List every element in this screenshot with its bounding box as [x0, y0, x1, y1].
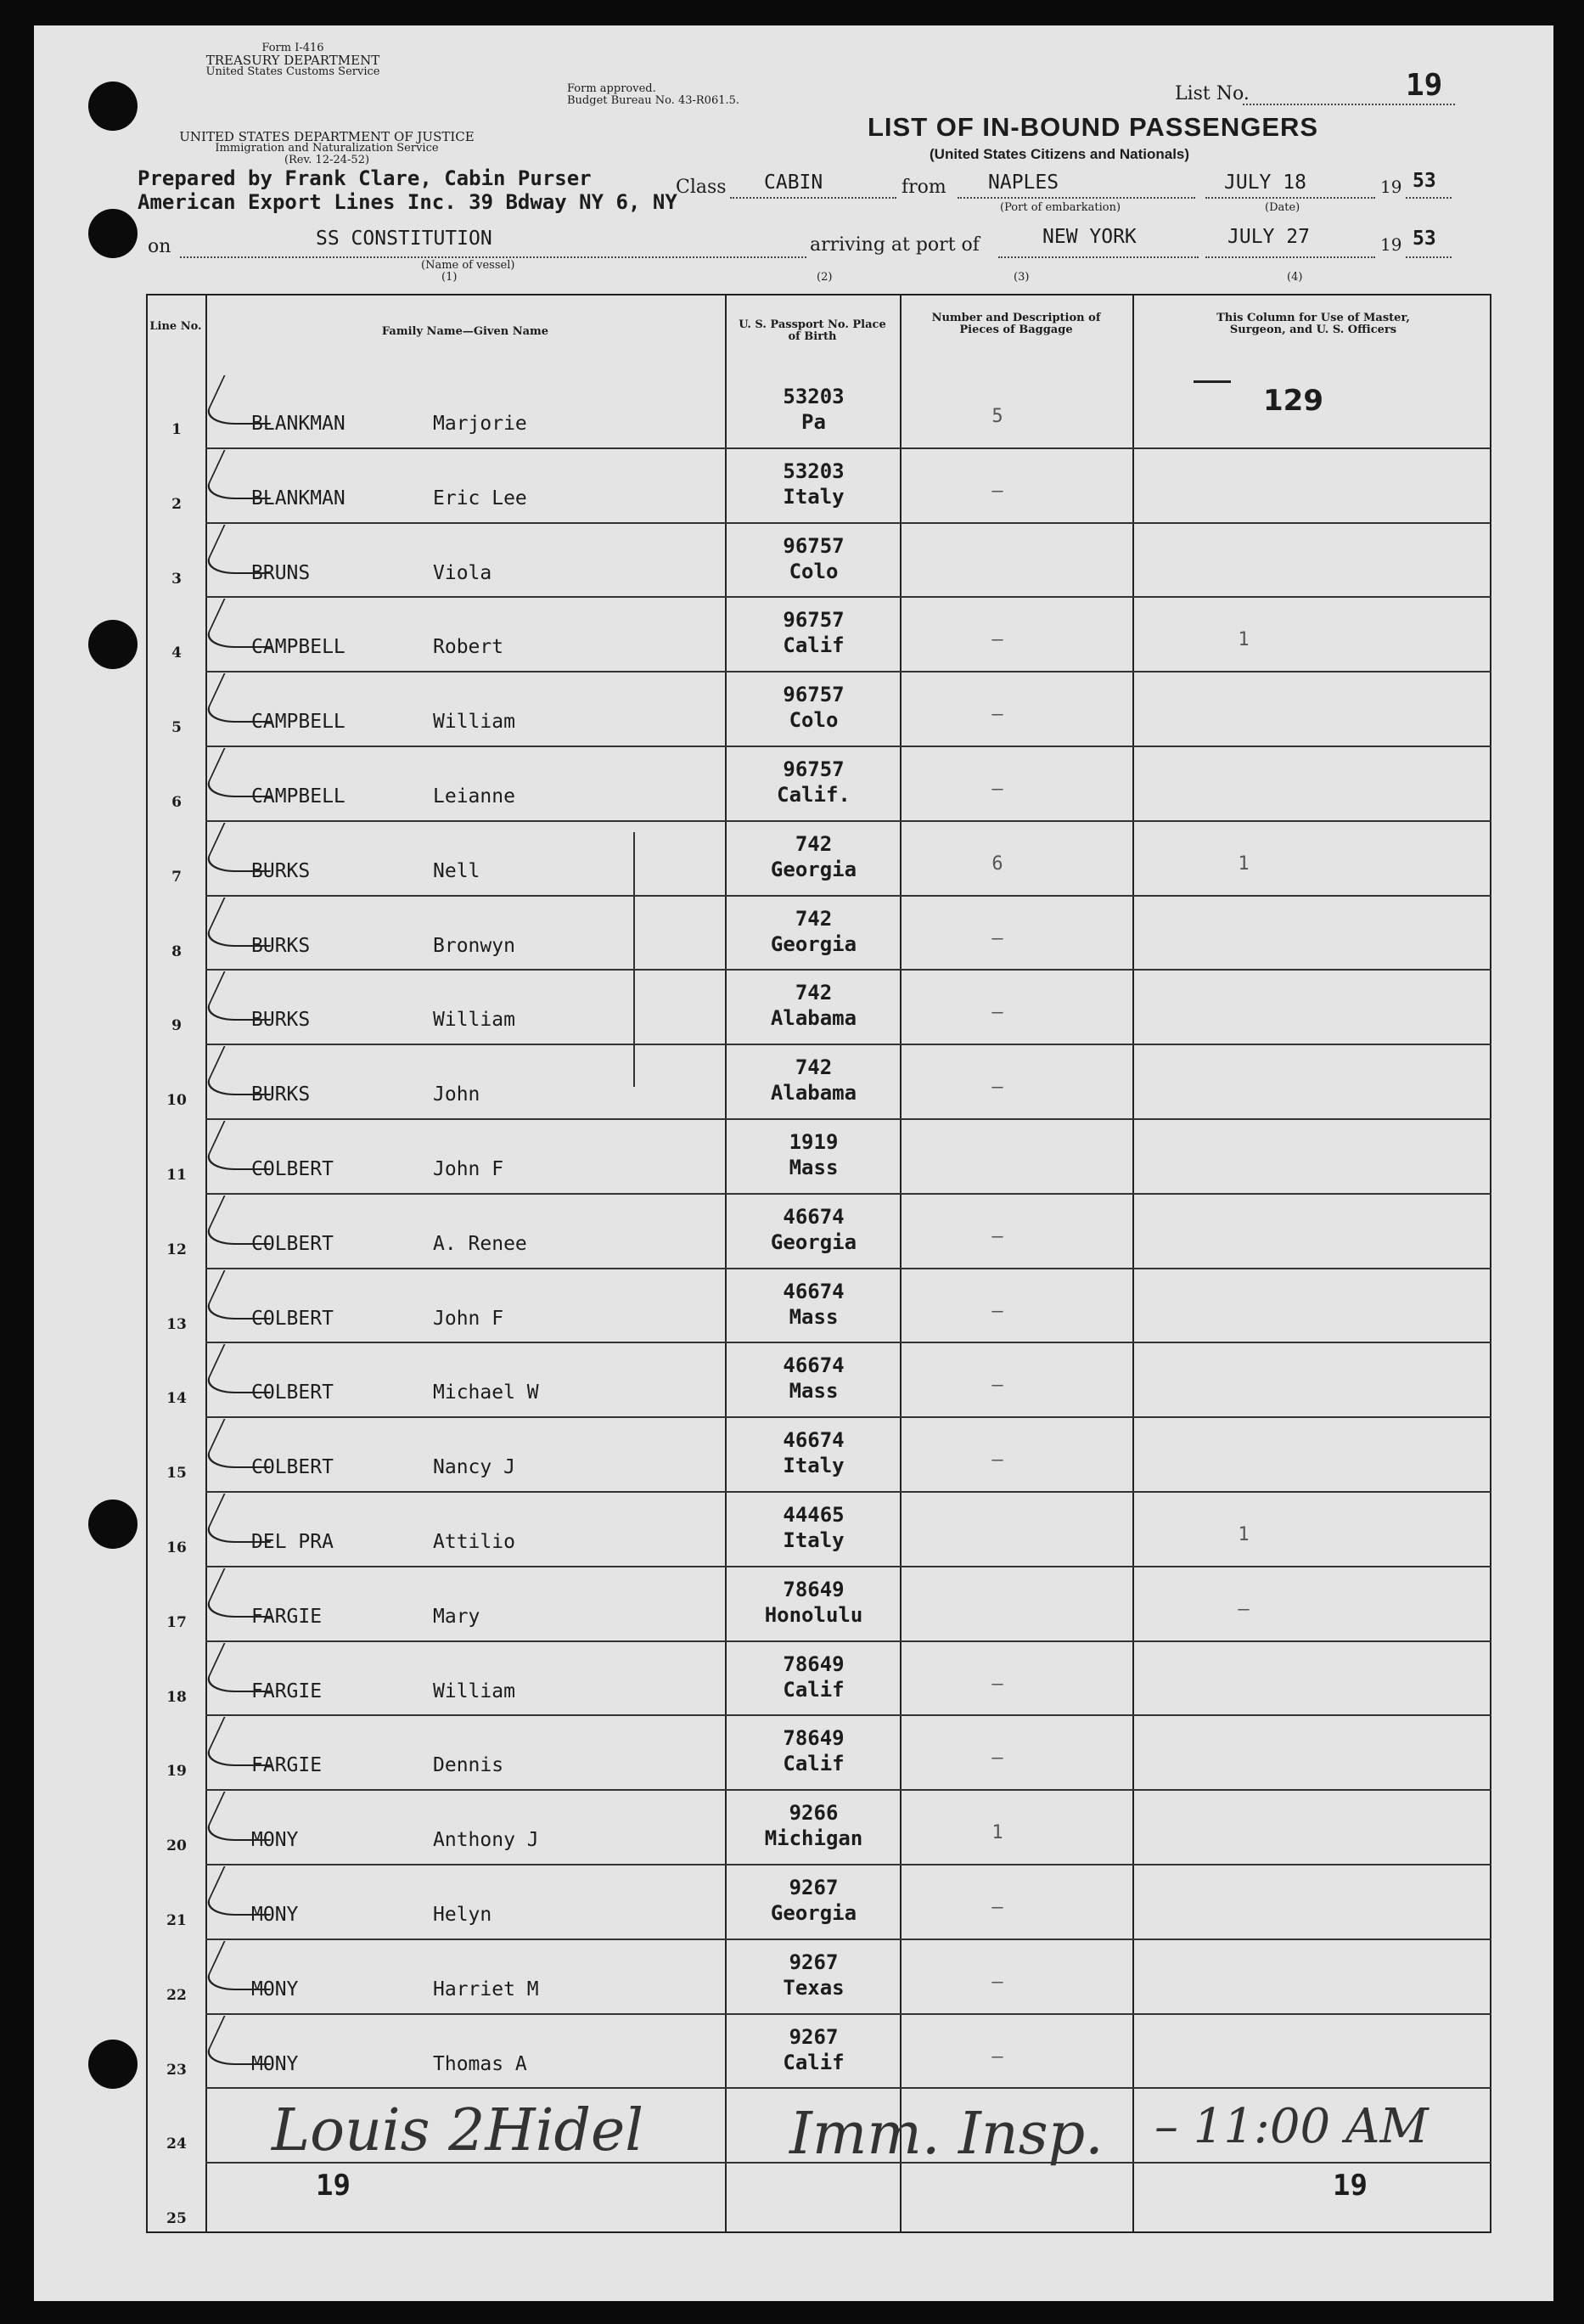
- col-header-line-no: Line No.: [149, 320, 202, 333]
- passport-number: 9266: [789, 1801, 839, 1826]
- given-name: Bronwyn: [433, 934, 515, 957]
- baggage-count: –: [991, 1449, 1003, 1471]
- place-of-birth: Honolulu: [764, 1602, 863, 1627]
- given-name: William: [433, 1009, 515, 1032]
- page-title: LIST OF IN-BOUND PASSENGERS: [868, 112, 1319, 142]
- from-label: from: [902, 177, 946, 198]
- line-number: 3: [171, 570, 182, 588]
- place-of-birth: Georgia: [770, 857, 857, 881]
- given-name: Michael W: [433, 1381, 539, 1404]
- sail-date: JULY 18: [1224, 172, 1306, 194]
- passport-cell: [727, 1427, 901, 1478]
- place-of-birth: Colo: [789, 708, 839, 733]
- port-embarkation: NAPLES: [988, 172, 1059, 194]
- arrival-year-underline: [1406, 256, 1452, 258]
- vessel-underline: [180, 256, 806, 258]
- row-divider: [205, 1714, 1491, 1716]
- page-subtitle: (United States Citizens and Nationals): [930, 146, 1190, 162]
- line-number: 16: [166, 1539, 187, 1556]
- row-divider: [205, 746, 1491, 747]
- passport-cell: [727, 1950, 901, 2000]
- line-number: 4: [171, 644, 182, 662]
- passport-number: 742: [795, 1055, 833, 1080]
- budget-block: [567, 83, 739, 107]
- given-name: William: [433, 1680, 515, 1702]
- list-no-value: 19: [1406, 68, 1443, 103]
- row-divider: [205, 1342, 1491, 1343]
- baggage-count: –: [991, 779, 1003, 800]
- place-of-birth: Italy: [783, 484, 845, 509]
- place-of-birth: Georgia: [770, 1901, 857, 1925]
- place-of-birth: Calif: [783, 1677, 845, 1702]
- table-left-border: [146, 294, 148, 2233]
- class-value: CABIN: [764, 172, 823, 194]
- passport-number: 742: [795, 906, 833, 931]
- row-divider: [205, 820, 1491, 822]
- place-of-birth: Mass: [789, 1304, 839, 1329]
- place-of-birth: Michigan: [764, 1826, 863, 1851]
- sail-year-underline: [1406, 197, 1452, 199]
- given-name: Eric Lee: [433, 487, 527, 509]
- col-divider-passport: [900, 294, 902, 2233]
- class-underline: [730, 197, 896, 199]
- passport-cell: [727, 1652, 901, 1702]
- given-name: Marjorie: [433, 413, 527, 435]
- line-number: 2: [171, 495, 182, 513]
- passport-number: 46674: [783, 1428, 845, 1453]
- col-divider-name: [725, 294, 727, 2233]
- row-divider: [205, 969, 1491, 971]
- place-of-birth: Georgia: [770, 931, 857, 956]
- row-divider: [205, 895, 1491, 897]
- given-name: Thomas A: [433, 2052, 527, 2075]
- row-divider: [205, 1939, 1491, 1940]
- row-divider: [205, 1491, 1491, 1493]
- given-name: Leianne: [433, 785, 515, 807]
- arrival-date: JULY 27: [1227, 226, 1310, 248]
- place-of-birth: Georgia: [770, 1230, 857, 1254]
- given-name: A. Renee: [433, 1232, 527, 1255]
- passport-number: 742: [795, 831, 833, 856]
- row-divider: [205, 1640, 1491, 1642]
- passport-number: 96757: [783, 608, 845, 633]
- passport-number: 78649: [783, 1577, 845, 1601]
- baggage-count: –: [991, 1747, 1003, 1770]
- passport-number: 46674: [783, 1279, 845, 1303]
- row-divider: [205, 1044, 1491, 1045]
- family-bracket-line: [633, 832, 635, 1087]
- baggage-count: –: [991, 629, 1003, 651]
- passport-number: 53203: [783, 459, 845, 483]
- passport-cell: [727, 1129, 901, 1180]
- officer-mark: 129: [1263, 384, 1323, 418]
- family-name: BURKS: [251, 859, 311, 882]
- officer-note: 1: [1238, 1524, 1250, 1545]
- line-number: 7: [171, 868, 182, 886]
- family-name: BLANKMAN: [251, 487, 345, 509]
- line-number: 24: [166, 2135, 187, 2153]
- line-number: 20: [166, 1837, 187, 1855]
- family-name: BURKS: [251, 1083, 311, 1106]
- line-number: 14: [166, 1390, 187, 1408]
- place-of-birth: Italy: [783, 1454, 845, 1478]
- passport-cell: [727, 1055, 901, 1106]
- passport-cell: [727, 2024, 901, 2075]
- line-number: 19: [166, 1763, 187, 1781]
- port-arrival-underline: [998, 256, 1199, 258]
- family-name: BURKS: [251, 1009, 311, 1032]
- budget-bureau: Budget Bureau No. 43-R061.5.: [567, 94, 740, 107]
- place-of-birth: Texas: [783, 1975, 845, 2000]
- family-name: CAMPBELL: [251, 636, 345, 659]
- col-header-passport: U. S. Passport No. Place of Birth: [739, 318, 886, 343]
- passport-number: 96757: [783, 683, 845, 707]
- given-name: John F: [433, 1158, 504, 1180]
- inspector-title: Imm. Insp.: [789, 2101, 1104, 2168]
- family-name: MONY: [251, 1904, 299, 1926]
- passport-cell: [727, 1725, 901, 1776]
- passport-cell: [727, 1875, 901, 1926]
- passport-cell: [727, 980, 901, 1031]
- form-agency-block: [136, 42, 450, 78]
- line-number: 17: [166, 1613, 187, 1631]
- sail-date-underline: [1205, 197, 1375, 199]
- baggage-count: –: [991, 1375, 1003, 1397]
- passport-cell: [727, 384, 901, 435]
- row-divider: [205, 447, 1491, 449]
- passport-cell: [727, 906, 901, 957]
- family-name: FARGIE: [251, 1754, 323, 1777]
- passport-number: 46674: [783, 1353, 845, 1378]
- place-of-birth: Calif.: [777, 783, 851, 807]
- row-divider: [205, 1118, 1491, 1120]
- row-divider: [205, 522, 1491, 524]
- class-label: Class: [676, 177, 727, 198]
- punch-hole: [88, 2040, 138, 2089]
- line-number: 5: [171, 719, 182, 737]
- given-name: Viola: [433, 561, 492, 584]
- inspection-time: – 11:00 AM: [1154, 2099, 1429, 2154]
- officer-note: –: [1238, 1598, 1250, 1620]
- place-of-birth: Calif: [783, 1752, 845, 1776]
- passport-number: 44465: [783, 1503, 845, 1527]
- form-approved: Form approved.: [567, 82, 656, 95]
- row-divider: [205, 596, 1491, 598]
- baggage-count: 1: [991, 1822, 1003, 1844]
- line-number: 9: [171, 1017, 182, 1035]
- row-divider: [205, 2013, 1491, 2015]
- treasury-label: TREASURY DEPARTMENT: [205, 53, 380, 68]
- given-name: John F: [433, 1307, 504, 1330]
- given-name: John: [433, 1083, 480, 1106]
- baggage-count: –: [991, 1673, 1003, 1695]
- prepared-company: American Export Lines Inc. 39 Bdway NY 6, NY: [138, 190, 677, 214]
- officer-note: 1: [1238, 629, 1250, 651]
- vessel-caption: (Name of vessel): [421, 259, 515, 272]
- given-name: Helyn: [433, 1904, 492, 1926]
- vessel-name: SS CONSTITUTION: [316, 228, 492, 250]
- place-of-birth: Mass: [789, 1379, 839, 1404]
- given-name: Nancy J: [433, 1456, 515, 1479]
- line-number: 21: [166, 1912, 187, 1929]
- date-caption: (Date): [1265, 201, 1300, 214]
- family-name: COLBERT: [251, 1381, 334, 1404]
- ins-label: Immigration and Naturalization Service: [215, 142, 439, 155]
- passport-cell: [727, 831, 901, 882]
- family-name: MONY: [251, 2052, 299, 2075]
- officer-stroke: [1194, 380, 1231, 383]
- sail-year-prefix: 19: [1380, 177, 1402, 197]
- baggage-count: –: [991, 1897, 1003, 1918]
- family-name: COLBERT: [251, 1456, 334, 1479]
- family-name: BLANKMAN: [251, 413, 345, 435]
- col-header-baggage: Number and Description of Pieces of Baggage: [931, 312, 1101, 336]
- baggage-count: 6: [991, 853, 1003, 875]
- place-of-birth: Alabama: [770, 1006, 857, 1031]
- given-name: Nell: [433, 859, 480, 882]
- passport-cell: [727, 1502, 901, 1553]
- passport-number: 9267: [789, 2024, 839, 2049]
- baggage-count: –: [991, 1002, 1003, 1024]
- col-divider-baggage: [1132, 294, 1134, 2233]
- baggage-count: –: [991, 480, 1003, 502]
- family-name: MONY: [251, 1829, 299, 1852]
- arriving-label: arriving at port of: [810, 234, 980, 256]
- given-name: Attilio: [433, 1531, 515, 1553]
- sail-year: 53: [1413, 170, 1436, 192]
- family-name: DEL PRA: [251, 1531, 334, 1553]
- punch-hole: [88, 209, 138, 258]
- baggage-count: –: [991, 1225, 1003, 1247]
- on-label: on: [148, 236, 171, 257]
- place-of-birth: Calif: [783, 633, 845, 658]
- passport-number: 96757: [783, 757, 845, 781]
- table-right-border: [1490, 294, 1491, 2233]
- family-name: MONY: [251, 1978, 299, 2000]
- given-name: William: [433, 711, 515, 734]
- customs-label: United States Customs Service: [205, 65, 380, 78]
- caption-2: (2): [817, 271, 833, 284]
- row-divider: [205, 1416, 1491, 1418]
- passport-cell: [727, 1204, 901, 1255]
- family-name: BURKS: [251, 934, 311, 957]
- line-number: 23: [166, 2061, 187, 2079]
- line-number: 15: [166, 1465, 187, 1483]
- table-top-border: [146, 294, 1491, 295]
- place-of-birth: Mass: [789, 1156, 839, 1179]
- place-of-birth: Alabama: [770, 1081, 857, 1106]
- arrival-year-prefix: 19: [1380, 234, 1402, 255]
- line-number: 18: [166, 1688, 187, 1706]
- port-arrival: NEW YORK: [1042, 226, 1137, 248]
- officer-note: 1: [1238, 853, 1250, 875]
- baggage-count: –: [991, 927, 1003, 949]
- inspector-signature: Louis 2Hidel: [272, 2097, 643, 2164]
- family-name: CAMPBELL: [251, 711, 345, 734]
- line-number: 6: [171, 794, 182, 811]
- caption-1: (1): [441, 271, 458, 284]
- line-number: 25: [166, 2210, 187, 2228]
- caption-3: (3): [1014, 271, 1030, 284]
- family-name: CAMPBELL: [251, 785, 345, 807]
- passport-cell: [727, 607, 901, 658]
- place-of-birth: Calif: [783, 2050, 845, 2074]
- arrival-date-underline: [1205, 256, 1375, 258]
- passport-number: 742: [795, 981, 833, 1005]
- form-number: Form I-416: [261, 42, 324, 54]
- passport-cell: [727, 459, 901, 509]
- justice-label: UNITED STATES DEPARTMENT OF JUSTICE: [179, 129, 475, 144]
- family-name: COLBERT: [251, 1307, 334, 1330]
- given-name: Harriet M: [433, 1978, 539, 2000]
- line-number: 12: [166, 1241, 187, 1258]
- line-number: 22: [166, 1986, 187, 2004]
- given-name: Anthony J: [433, 1829, 539, 1852]
- caption-4: (4): [1287, 271, 1303, 284]
- line-number: 10: [166, 1092, 187, 1110]
- footer-list-no-left: 19: [316, 2169, 351, 2203]
- punch-hole: [88, 1500, 138, 1549]
- port-embarkation-caption: (Port of embarkation): [1000, 201, 1121, 214]
- baggage-count: –: [991, 1971, 1003, 1993]
- passport-number: 1919: [789, 1130, 839, 1154]
- passport-number: 78649: [783, 1726, 845, 1751]
- passport-cell: [727, 1279, 901, 1330]
- row-divider: [205, 671, 1491, 672]
- passport-number: 9267: [789, 1950, 839, 1974]
- line-number: 1: [171, 421, 182, 438]
- family-name: COLBERT: [251, 1232, 334, 1255]
- row-divider: [205, 1864, 1491, 1865]
- col-header-name: Family Name—Given Name: [381, 325, 549, 338]
- baggage-count: 5: [991, 406, 1003, 427]
- row-divider: [205, 1789, 1491, 1791]
- passport-cell: [727, 1577, 901, 1628]
- baggage-count: –: [991, 1077, 1003, 1099]
- row-divider: [205, 1193, 1491, 1195]
- line-number: 11: [166, 1167, 187, 1184]
- passport-cell: [727, 1800, 901, 1851]
- rev-label: (Rev. 12-24-52): [284, 154, 370, 166]
- passport-cell: [727, 757, 901, 807]
- list-no-label: List No.: [1175, 83, 1250, 104]
- baggage-count: –: [991, 2045, 1003, 2068]
- family-name: COLBERT: [251, 1158, 334, 1180]
- passport-number: 46674: [783, 1204, 845, 1229]
- port-embarkation-underline: [958, 197, 1195, 199]
- passport-number: 9267: [789, 1876, 839, 1899]
- col-header-officers: This Column for Use of Master, Surgeon, and U. S. Officers: [1216, 312, 1410, 336]
- passport-number: 96757: [783, 533, 845, 558]
- table-bottom-border: [146, 2231, 1491, 2233]
- punch-hole: [88, 620, 138, 669]
- passport-cell: [727, 682, 901, 733]
- family-name: BRUNS: [251, 561, 311, 584]
- passport-cell: [727, 1353, 901, 1404]
- passport-cell: [727, 533, 901, 584]
- place-of-birth: Italy: [783, 1528, 845, 1552]
- prepared-by: Prepared by Frank Clare, Cabin Purser: [138, 166, 592, 190]
- line-number: 13: [166, 1315, 187, 1333]
- place-of-birth: Pa: [801, 410, 826, 434]
- given-name: Robert: [433, 636, 504, 659]
- family-name: FARGIE: [251, 1605, 323, 1628]
- row-divider: [205, 1566, 1491, 1567]
- baggage-count: –: [991, 1300, 1003, 1322]
- given-name: Dennis: [433, 1754, 504, 1777]
- baggage-count: –: [991, 704, 1003, 726]
- arrival-year: 53: [1413, 228, 1436, 250]
- punch-hole: [88, 82, 138, 131]
- line-number: 8: [171, 943, 182, 960]
- row-divider: [205, 2087, 1491, 2089]
- passport-number: 78649: [783, 1652, 845, 1676]
- row-divider: [205, 1268, 1491, 1269]
- family-name: FARGIE: [251, 1680, 323, 1702]
- given-name: Mary: [433, 1605, 480, 1628]
- footer-list-no-right: 19: [1333, 2169, 1368, 2203]
- col-divider-line-no: [205, 294, 207, 2233]
- passport-number: 53203: [783, 385, 845, 408]
- list-no-underline: [1243, 104, 1455, 105]
- justice-block: [127, 131, 526, 166]
- place-of-birth: Colo: [789, 559, 839, 583]
